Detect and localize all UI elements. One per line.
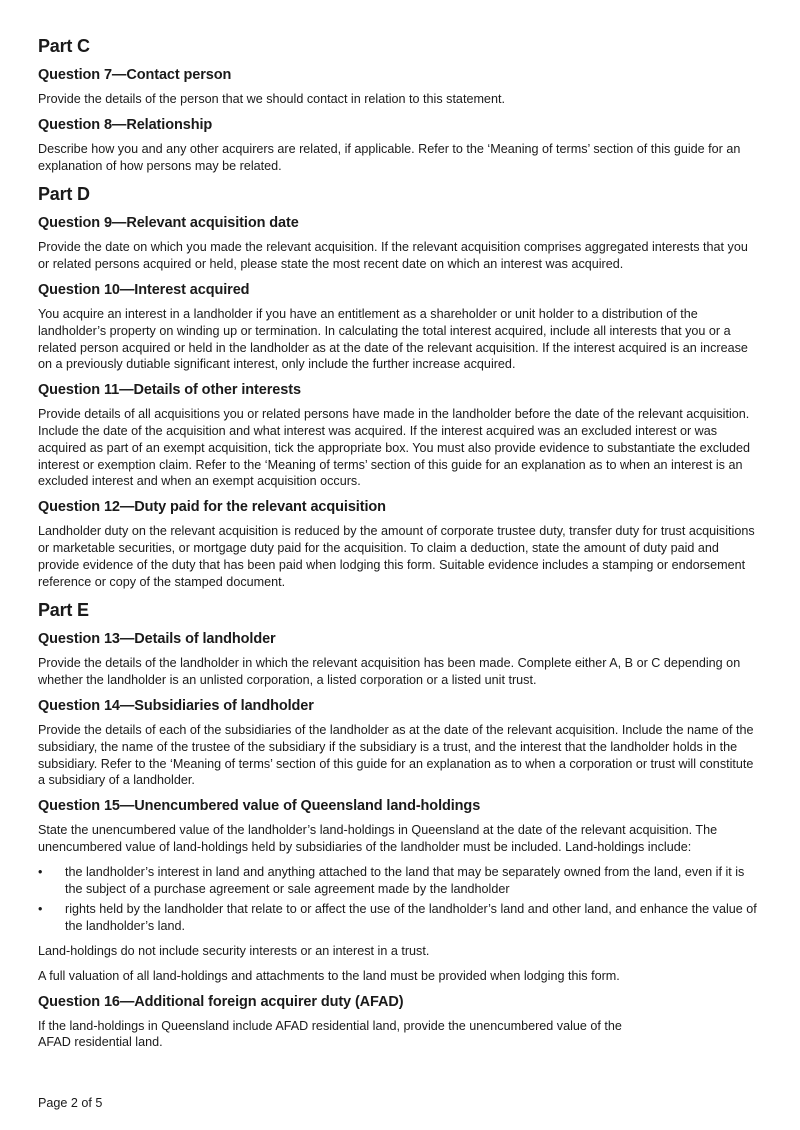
page-number: Page 2 of 5 bbox=[38, 1096, 103, 1110]
question-11-section bbox=[38, 381, 762, 490]
list-item-text: the landholder’s interest in land and anything attached to the land that may be separately owned from the land, even if it is the subject of a purchase agreement or sale agreement made by the landholder bbox=[65, 864, 745, 896]
question-15-note-valuation: A full valuation of all land-holdings and attachments to the land must be provided when lodging this form. bbox=[38, 968, 620, 983]
question-16-text-line-2: AFAD residential land. bbox=[38, 1035, 163, 1050]
question-15-section bbox=[38, 797, 762, 984]
question-14-section bbox=[38, 697, 762, 789]
question-7-text: Provide the details of the person that we should contact in relation to this statement. bbox=[38, 92, 505, 106]
question-16-heading: Question 16—Additional foreign acquirer duty (AFAD) bbox=[38, 993, 404, 1010]
bullet-icon: • bbox=[38, 864, 43, 879]
question-11-text: Provide details of all acquisitions you or related persons have made in the landholder before the date of the relevant acquisition. Include the date of the acquisition and what interest was acquired. If the interest acquired was an excluded interest or was acquired as part of an exempt acquisition, tick the appropriate box. You must also provide evidence to substantiate the excluded interest or exemption claim. Refer to the ‘Meaning of terms’ section of this guide for an explanation as to when an interest is an excluded interest and when an exempt acquisition occurs. bbox=[38, 407, 750, 489]
question-12-heading: Question 12—Duty paid for the relevant acquisition bbox=[38, 499, 386, 516]
question-12-text: Landholder duty on the relevant acquisition is reduced by the amount of corporate trustee duty, transfer duty for trust acquisitions or marketable securities, or mortgage duty paid for the acquisition. To claim a deduction, state the amount of duty paid and provide evidence of the duty that has been paid when lodging this form. Suitable evidence includes a stamping or endorsement reference or copy of the stamped document. bbox=[38, 524, 755, 589]
question-13-heading: Question 13—Details of landholder bbox=[38, 631, 276, 648]
bullet-icon: • bbox=[38, 902, 43, 917]
question-14-text: Provide the details of each of the subsidiaries of the landholder as at the date of the relevant acquisition. Include the name of the subsidiary, the name of the trustee of the subsidiary if the subsidiary is a trust, and the interest that the landholder holds in the subsidiary. Refer to the ‘Meaning of terms’ section of this guide for an explanation as to when a corporation or trust will constitute a subsidiary of a landholder. bbox=[38, 722, 754, 788]
question-7-section bbox=[38, 66, 762, 108]
list-item bbox=[38, 901, 762, 935]
question-16-text-line-1: If the land-holdings in Queensland include AFAD residential land, provide the unencumbered value of the bbox=[38, 1018, 622, 1033]
list-item-text: rights held by the landholder that relate to or affect the use of the landholder’s land and other land, and enhance the value of the landholder’s land. bbox=[65, 902, 757, 934]
question-13-text: Provide the details of the landholder in which the relevant acquisition has been made. Complete either A, B or C depending on whether the landholder is an unlisted corporation, a listed corporation or a listed unit trust. bbox=[38, 656, 741, 688]
question-16-text bbox=[38, 1018, 762, 1052]
question-16-section bbox=[38, 993, 762, 1052]
question-9-heading: Question 9—Relevant acquisition date bbox=[38, 215, 299, 232]
part-d-heading: Part D bbox=[38, 184, 90, 205]
question-9-section bbox=[38, 214, 762, 273]
land-holdings-list bbox=[38, 864, 762, 935]
question-13-section bbox=[38, 630, 762, 689]
list-item bbox=[38, 864, 762, 898]
part-e-heading: Part E bbox=[38, 600, 89, 621]
question-10-heading: Question 10—Interest acquired bbox=[38, 281, 250, 298]
question-10-section bbox=[38, 281, 762, 373]
question-12-section bbox=[38, 498, 762, 590]
part-c-heading: Part C bbox=[38, 36, 90, 56]
question-11-heading: Question 11—Details of other interests bbox=[38, 382, 301, 399]
question-15-heading: Question 15—Unencumbered value of Queensland land-holdings bbox=[38, 798, 481, 815]
question-15-text: State the unencumbered value of the landholder’s land-holdings in Queensland at the date of the relevant acquisition. The unencumbered value of land-holdings held by subsidiaries of the landholder must be included. Land-holdings include: bbox=[38, 823, 718, 854]
question-14-heading: Question 14—Subsidiaries of landholder bbox=[38, 697, 314, 714]
question-7-heading: Question 7—Contact person bbox=[38, 67, 232, 83]
question-15-note-security: Land-holdings do not include security interests or an interest in a trust. bbox=[38, 943, 430, 958]
question-9-text: Provide the date on which you made the relevant acquisition. If the relevant acquisition comprises aggregated interests that you or related persons acquired or held, please state the most recent date on which an interest was acquired. bbox=[38, 240, 748, 272]
question-8-text: Describe how you and any other acquirers are related, if applicable. Refer to the ‘Meaning of terms’ section of this guide for an explanation of how persons may be related. bbox=[38, 141, 741, 173]
question-10-text: You acquire an interest in a landholder if you have an entitlement as a shareholder or unit holder to a distribution of the landholder’s property on winding up or termination. In calculating the total interest acquired, include all interests that you or a related person acquired or held in the landholder as at the date of the relevant acquisition. If the interest acquired is an increase on a previously dutiable significant interest, only include the further increase acquired. bbox=[38, 306, 748, 372]
question-8-heading: Question 8—Relationship bbox=[38, 116, 213, 133]
question-8-section bbox=[38, 116, 762, 175]
